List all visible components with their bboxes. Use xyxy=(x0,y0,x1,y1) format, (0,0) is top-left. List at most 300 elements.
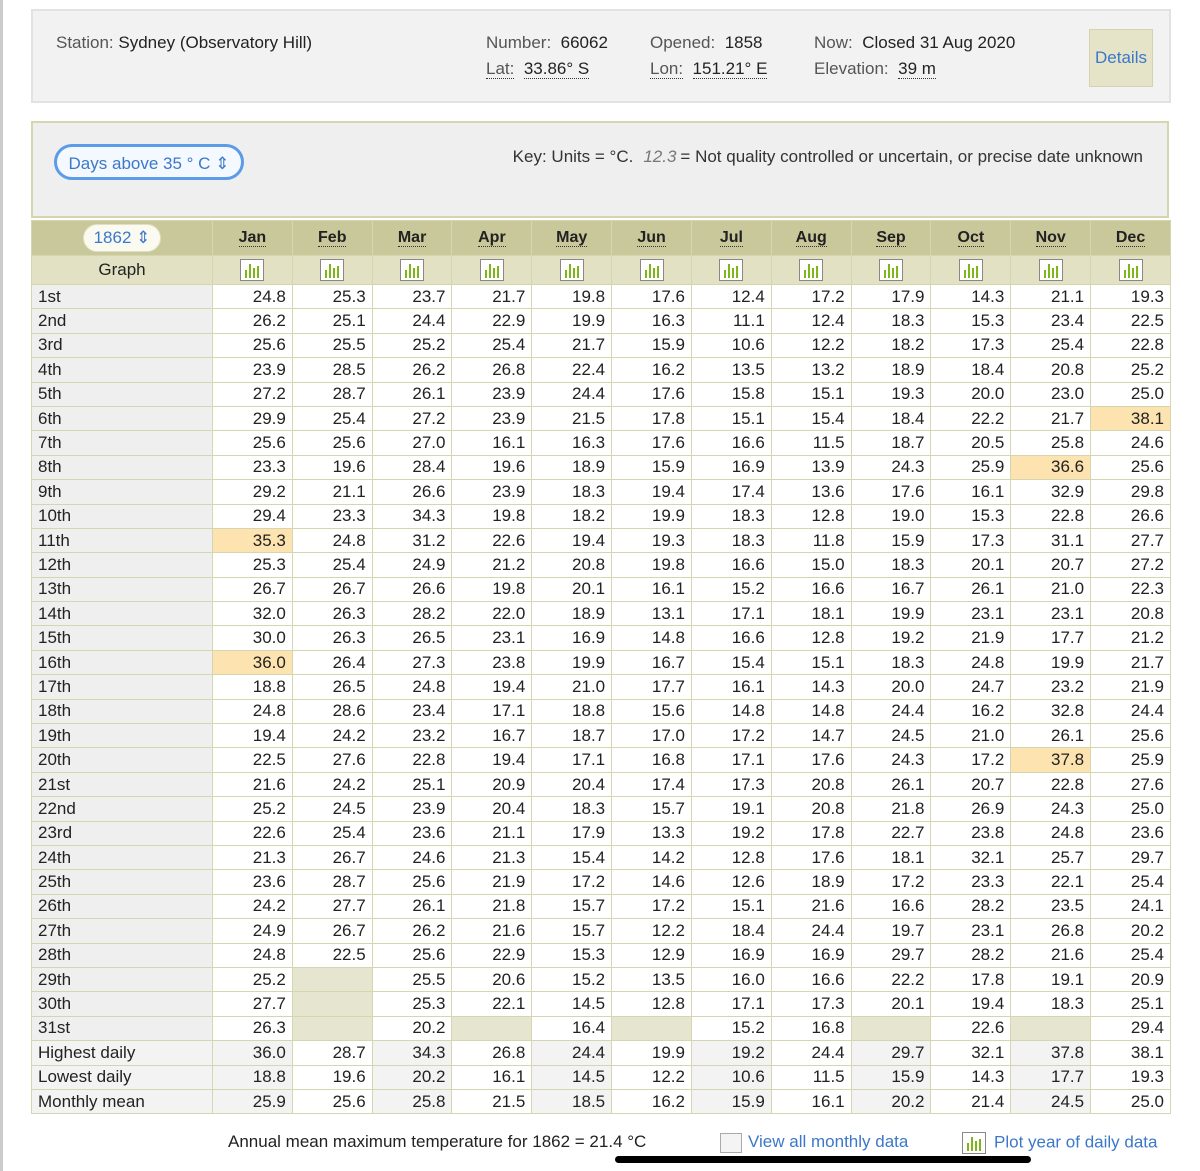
temp-cell: 17.8 xyxy=(612,406,692,430)
temp-cell: 22.5 xyxy=(292,943,372,967)
temp-cell: 15.8 xyxy=(691,382,771,406)
temp-cell: 19.6 xyxy=(292,455,372,479)
summary-cell: 25.6 xyxy=(292,1089,372,1113)
temp-cell: 28.4 xyxy=(372,455,452,479)
temp-cell: 23.1 xyxy=(452,626,532,650)
temp-cell: 19.8 xyxy=(612,553,692,577)
temp-cell: 24.2 xyxy=(292,772,372,796)
temp-cell: 21.2 xyxy=(1091,626,1171,650)
temp-cell: 16.9 xyxy=(532,626,612,650)
temp-cell: 26.5 xyxy=(292,675,372,699)
temp-cell: 23.9 xyxy=(452,406,532,430)
temp-cell: 27.7 xyxy=(292,894,372,918)
temp-cell: 20.8 xyxy=(771,797,851,821)
graph-button-oct[interactable] xyxy=(931,256,1011,285)
month-header[interactable]: May xyxy=(532,221,612,256)
temp-cell: 13.9 xyxy=(771,455,851,479)
day-label: 13th xyxy=(32,577,213,601)
bar-chart-icon xyxy=(480,259,504,281)
day-label: 30th xyxy=(32,992,213,1016)
temp-cell: 20.0 xyxy=(931,382,1011,406)
temp-cell: 23.9 xyxy=(452,480,532,504)
temp-cell: 20.0 xyxy=(851,675,931,699)
table-row xyxy=(32,406,1171,430)
month-header[interactable]: Apr xyxy=(452,221,532,256)
temp-cell: 18.3 xyxy=(532,797,612,821)
temp-cell: 19.1 xyxy=(1011,967,1091,991)
day-label: 17th xyxy=(32,675,213,699)
graph-button-feb[interactable] xyxy=(292,256,372,285)
temp-cell: 27.7 xyxy=(213,992,293,1016)
summary-cell: 21.4 xyxy=(931,1089,1011,1113)
temp-cell: 23.9 xyxy=(372,797,452,821)
table-row xyxy=(32,772,1171,796)
day-label: 12th xyxy=(32,553,213,577)
temp-cell: 17.6 xyxy=(612,285,692,309)
temp-cell: 28.7 xyxy=(292,870,372,894)
temp-cell: 26.1 xyxy=(372,382,452,406)
temp-cell: 20.8 xyxy=(532,553,612,577)
summary-cell: 10.6 xyxy=(691,1065,771,1089)
temp-cell: 21.6 xyxy=(213,772,293,796)
temp-cell: 26.2 xyxy=(372,358,452,382)
temp-cell: 25.6 xyxy=(372,870,452,894)
temp-cell: 19.1 xyxy=(691,797,771,821)
temp-cell: 16.1 xyxy=(691,675,771,699)
temp-cell: 17.1 xyxy=(691,602,771,626)
plot-daily-link[interactable]: Plot year of daily data xyxy=(962,1132,1157,1154)
temp-cell: 17.7 xyxy=(612,675,692,699)
temp-cell: 24.8 xyxy=(372,675,452,699)
temp-cell: 11.1 xyxy=(691,309,771,333)
temp-cell: 12.8 xyxy=(612,992,692,1016)
temp-cell: 25.8 xyxy=(1011,431,1091,455)
temp-cell: 25.5 xyxy=(292,333,372,357)
graph-button-sep[interactable] xyxy=(851,256,931,285)
temp-cell: 15.4 xyxy=(691,650,771,674)
table-row xyxy=(32,992,1171,1016)
day-label: 16th xyxy=(32,650,213,674)
day-label: 8th xyxy=(32,455,213,479)
chevron-updown-icon: ⇕ xyxy=(136,228,151,247)
bar-chart-icon xyxy=(1039,259,1063,281)
graph-button-jan[interactable] xyxy=(213,256,293,285)
graph-button-aug[interactable] xyxy=(771,256,851,285)
summary-cell: 32.1 xyxy=(931,1041,1011,1065)
temp-cell: 20.4 xyxy=(452,797,532,821)
temp-cell: 12.6 xyxy=(691,870,771,894)
temp-cell: 16.8 xyxy=(771,1016,851,1040)
temp-cell: 26.4 xyxy=(292,650,372,674)
table-row xyxy=(32,333,1171,357)
graph-button-apr[interactable] xyxy=(452,256,532,285)
day-label: 19th xyxy=(32,724,213,748)
temp-cell: 22.6 xyxy=(213,821,293,845)
temp-cell: 25.4 xyxy=(292,553,372,577)
temp-cell: 24.8 xyxy=(1011,821,1091,845)
month-header[interactable]: Oct xyxy=(931,221,1011,256)
summary-cell: 18.5 xyxy=(532,1089,612,1113)
day-label: 24th xyxy=(32,845,213,869)
temp-cell: 22.1 xyxy=(452,992,532,1016)
year-cell xyxy=(32,221,213,256)
temp-cell: 15.9 xyxy=(851,528,931,552)
day-label: 7th xyxy=(32,431,213,455)
temp-cell xyxy=(612,1016,692,1040)
temp-cell: 23.1 xyxy=(931,919,1011,943)
temp-cell: 21.6 xyxy=(1011,943,1091,967)
temp-cell: 36.0 xyxy=(213,650,293,674)
temp-cell: 26.1 xyxy=(1011,724,1091,748)
day-label: 14th xyxy=(32,602,213,626)
day-label: 28th xyxy=(32,943,213,967)
day-label: 26th xyxy=(32,894,213,918)
temp-cell: 29.4 xyxy=(213,504,293,528)
temp-cell: 16.1 xyxy=(931,480,1011,504)
temp-cell: 19.4 xyxy=(612,480,692,504)
temp-cell xyxy=(1011,1016,1091,1040)
temp-cell: 20.5 xyxy=(931,431,1011,455)
temp-cell: 24.3 xyxy=(851,748,931,772)
temp-cell: 24.4 xyxy=(1091,699,1171,723)
temp-cell: 16.3 xyxy=(612,309,692,333)
day-label: 10th xyxy=(32,504,213,528)
temp-cell: 22.8 xyxy=(1011,772,1091,796)
day-label: 9th xyxy=(32,480,213,504)
summary-cell: 24.4 xyxy=(771,1041,851,1065)
temp-cell: 26.7 xyxy=(292,577,372,601)
temp-cell: 22.3 xyxy=(1091,577,1171,601)
temp-cell: 18.8 xyxy=(213,675,293,699)
temp-cell: 28.5 xyxy=(292,358,372,382)
table-row xyxy=(32,797,1171,821)
temp-cell: 17.8 xyxy=(771,821,851,845)
temp-cell: 20.2 xyxy=(1091,919,1171,943)
temp-cell: 28.2 xyxy=(372,602,452,626)
temp-cell: 22.6 xyxy=(931,1016,1011,1040)
day-label: 11th xyxy=(32,528,213,552)
temp-cell: 13.5 xyxy=(691,358,771,382)
temp-cell: 19.4 xyxy=(931,992,1011,1016)
temp-cell: 13.1 xyxy=(612,602,692,626)
day-label: 29th xyxy=(32,967,213,991)
temp-cell: 15.2 xyxy=(691,1016,771,1040)
temp-cell: 16.7 xyxy=(452,724,532,748)
temp-cell: 15.7 xyxy=(532,894,612,918)
temp-cell: 24.9 xyxy=(372,553,452,577)
temp-cell: 24.1 xyxy=(1091,894,1171,918)
temp-cell: 21.9 xyxy=(1091,675,1171,699)
day-label: 5th xyxy=(32,382,213,406)
temp-cell: 18.7 xyxy=(851,431,931,455)
temp-cell: 23.6 xyxy=(1091,821,1171,845)
temp-cell: 26.1 xyxy=(372,894,452,918)
temp-cell: 20.6 xyxy=(452,967,532,991)
temp-cell: 25.1 xyxy=(292,309,372,333)
temp-cell: 24.2 xyxy=(292,724,372,748)
year-select[interactable]: 1862 ⇕ xyxy=(83,224,162,252)
temp-cell: 19.8 xyxy=(532,285,612,309)
temp-cell: 22.1 xyxy=(1011,870,1091,894)
temp-cell: 18.9 xyxy=(771,870,851,894)
temp-cell: 17.6 xyxy=(771,748,851,772)
table-row xyxy=(32,528,1171,552)
temp-cell: 15.3 xyxy=(931,504,1011,528)
temp-cell: 17.3 xyxy=(931,528,1011,552)
temp-cell: 23.5 xyxy=(1011,894,1091,918)
graph-button-nov[interactable] xyxy=(1011,256,1091,285)
temp-cell: 15.1 xyxy=(691,406,771,430)
temp-cell: 18.9 xyxy=(851,358,931,382)
month-header[interactable]: Jul xyxy=(691,221,771,256)
table-row xyxy=(32,919,1171,943)
graph-button-dec[interactable] xyxy=(1091,256,1171,285)
summary-cell: 14.3 xyxy=(931,1065,1011,1089)
temp-cell: 25.6 xyxy=(1091,455,1171,479)
temp-cell: 18.2 xyxy=(532,504,612,528)
bar-chart-icon xyxy=(640,259,664,281)
temp-cell: 24.5 xyxy=(851,724,931,748)
table-row xyxy=(32,382,1171,406)
summary-cell: 16.1 xyxy=(452,1065,532,1089)
temp-cell xyxy=(292,992,372,1016)
temp-cell: 18.3 xyxy=(532,480,612,504)
temp-cell: 17.1 xyxy=(691,992,771,1016)
temp-cell: 14.3 xyxy=(931,285,1011,309)
temp-cell: 15.1 xyxy=(691,894,771,918)
temp-cell: 25.4 xyxy=(452,333,532,357)
temp-cell: 32.9 xyxy=(1011,480,1091,504)
temp-cell: 29.7 xyxy=(1091,845,1171,869)
temp-cell: 34.3 xyxy=(372,504,452,528)
temp-cell: 24.4 xyxy=(851,699,931,723)
table-row xyxy=(32,650,1171,674)
temp-cell: 23.1 xyxy=(1011,602,1091,626)
view-monthly-link[interactable]: View all monthly data xyxy=(720,1132,908,1153)
temp-cell: 26.2 xyxy=(213,309,293,333)
day-label: 15th xyxy=(32,626,213,650)
temp-cell: 22.5 xyxy=(213,748,293,772)
table-row xyxy=(32,967,1171,991)
day-label: 31st xyxy=(32,1016,213,1040)
bar-chart-icon xyxy=(962,1132,986,1154)
temp-cell: 23.6 xyxy=(213,870,293,894)
temp-cell: 37.8 xyxy=(1011,748,1091,772)
summary-cell: 25.8 xyxy=(372,1089,452,1113)
temp-cell: 22.5 xyxy=(1091,309,1171,333)
temp-cell: 25.6 xyxy=(213,431,293,455)
temp-cell: 19.7 xyxy=(851,919,931,943)
graph-button-jun[interactable] xyxy=(612,256,692,285)
annual-mean: Annual mean maximum temperature for 1862 = 21.4 °C xyxy=(228,1132,647,1151)
temp-cell: 23.3 xyxy=(292,504,372,528)
temp-cell: 18.3 xyxy=(851,309,931,333)
footer xyxy=(228,1132,1178,1152)
temp-cell: 38.1 xyxy=(1091,406,1171,430)
temp-cell: 26.6 xyxy=(372,480,452,504)
temp-cell: 21.7 xyxy=(1011,406,1091,430)
month-header[interactable]: Sep xyxy=(851,221,931,256)
temp-cell: 22.7 xyxy=(851,821,931,845)
temp-cell: 21.0 xyxy=(532,675,612,699)
temp-cell: 16.2 xyxy=(612,358,692,382)
temp-cell: 20.8 xyxy=(771,772,851,796)
temp-cell: 17.6 xyxy=(612,431,692,455)
home-indicator xyxy=(615,1156,1031,1163)
station-number: Number: 66062 xyxy=(486,33,608,52)
temp-cell: 18.8 xyxy=(532,699,612,723)
temp-cell: 24.6 xyxy=(372,845,452,869)
day-label: 20th xyxy=(32,748,213,772)
temp-cell: 24.8 xyxy=(213,943,293,967)
temp-cell: 26.3 xyxy=(292,602,372,626)
temp-cell: 21.7 xyxy=(532,333,612,357)
day-label: 18th xyxy=(32,699,213,723)
temp-cell: 21.1 xyxy=(452,821,532,845)
temp-cell: 23.3 xyxy=(931,870,1011,894)
table-row xyxy=(32,943,1171,967)
temp-cell: 16.6 xyxy=(851,894,931,918)
temp-cell xyxy=(851,1016,931,1040)
temp-cell: 19.4 xyxy=(532,528,612,552)
temp-cell: 19.9 xyxy=(532,650,612,674)
temp-cell: 15.9 xyxy=(612,455,692,479)
temp-cell: 25.1 xyxy=(1091,992,1171,1016)
graph-row-label: Graph xyxy=(32,256,213,285)
summary-cell: 11.5 xyxy=(771,1065,851,1089)
month-header[interactable]: Aug xyxy=(771,221,851,256)
summary-cell: 12.2 xyxy=(612,1065,692,1089)
month-header[interactable]: Mar xyxy=(372,221,452,256)
summary-cell: 18.8 xyxy=(213,1065,293,1089)
temp-cell: 24.3 xyxy=(851,455,931,479)
summary-cell: 36.0 xyxy=(213,1041,293,1065)
month-header[interactable]: Jun xyxy=(612,221,692,256)
temp-cell: 19.9 xyxy=(532,309,612,333)
temp-cell: 24.3 xyxy=(1011,797,1091,821)
temp-cell: 25.9 xyxy=(931,455,1011,479)
temp-cell: 16.1 xyxy=(612,577,692,601)
table-row xyxy=(32,821,1171,845)
temp-cell: 18.4 xyxy=(931,358,1011,382)
temp-cell: 16.6 xyxy=(691,553,771,577)
temp-cell: 22.4 xyxy=(532,358,612,382)
bar-chart-icon xyxy=(240,259,264,281)
summary-cell: 24.5 xyxy=(1011,1089,1091,1113)
temp-cell: 13.5 xyxy=(612,967,692,991)
temp-cell: 17.3 xyxy=(691,772,771,796)
graph-button-mar[interactable] xyxy=(372,256,452,285)
temp-cell: 18.1 xyxy=(771,602,851,626)
temp-cell: 22.0 xyxy=(452,602,532,626)
month-header[interactable]: Jan xyxy=(213,221,293,256)
temp-cell: 21.7 xyxy=(1091,650,1171,674)
month-header[interactable]: Nov xyxy=(1011,221,1091,256)
month-header[interactable]: Feb xyxy=(292,221,372,256)
details-button[interactable]: Details xyxy=(1089,29,1153,87)
temp-cell: 16.1 xyxy=(452,431,532,455)
temp-cell: 19.4 xyxy=(213,724,293,748)
temp-cell: 17.2 xyxy=(691,724,771,748)
temp-cell: 24.8 xyxy=(292,528,372,552)
temp-cell: 23.2 xyxy=(372,724,452,748)
temp-cell: 18.3 xyxy=(851,650,931,674)
summary-row xyxy=(32,1041,1171,1065)
graph-button-may[interactable] xyxy=(532,256,612,285)
temp-cell: 15.2 xyxy=(532,967,612,991)
temp-cell: 26.9 xyxy=(931,797,1011,821)
temp-cell: 26.7 xyxy=(292,845,372,869)
temp-cell: 12.2 xyxy=(612,919,692,943)
statistic-select[interactable]: Days above 35 ° C ⇕ xyxy=(54,144,244,180)
table-row xyxy=(32,699,1171,723)
temp-cell: 19.9 xyxy=(612,504,692,528)
temp-cell: 24.4 xyxy=(532,382,612,406)
temp-cell: 17.2 xyxy=(851,870,931,894)
temp-cell: 22.8 xyxy=(372,748,452,772)
temp-cell: 24.4 xyxy=(372,309,452,333)
temp-cell: 23.9 xyxy=(213,358,293,382)
temp-cell: 26.8 xyxy=(1011,919,1091,943)
temp-cell: 20.4 xyxy=(532,772,612,796)
day-label: 23rd xyxy=(32,821,213,845)
summary-label: Monthly mean xyxy=(32,1089,213,1113)
temp-cell: 15.7 xyxy=(532,919,612,943)
temp-cell: 26.5 xyxy=(372,626,452,650)
month-header[interactable]: Dec xyxy=(1091,221,1171,256)
temp-cell: 25.4 xyxy=(292,406,372,430)
table-row xyxy=(32,480,1171,504)
temp-cell: 21.8 xyxy=(851,797,931,821)
graph-button-jul[interactable] xyxy=(691,256,771,285)
temp-cell: 21.9 xyxy=(931,626,1011,650)
temp-cell: 22.2 xyxy=(851,967,931,991)
station-elevation: Elevation: 39 m xyxy=(814,59,936,78)
summary-cell: 21.5 xyxy=(452,1089,532,1113)
temp-cell: 25.4 xyxy=(1091,870,1171,894)
temp-cell: 25.2 xyxy=(213,797,293,821)
summary-cell: 19.6 xyxy=(292,1065,372,1089)
temp-cell: 32.1 xyxy=(931,845,1011,869)
temp-cell: 13.2 xyxy=(771,358,851,382)
temp-cell: 19.2 xyxy=(851,626,931,650)
temp-cell: 25.6 xyxy=(292,431,372,455)
temp-cell: 17.9 xyxy=(532,821,612,845)
temp-cell: 19.4 xyxy=(452,675,532,699)
temp-cell: 15.1 xyxy=(771,650,851,674)
summary-cell: 16.2 xyxy=(612,1089,692,1113)
temp-cell: 19.2 xyxy=(691,821,771,845)
day-label: 6th xyxy=(32,406,213,430)
units-key: Key: Units = °C. 12.3 = Not quality controlled or uncertain, or precise date unknown xyxy=(512,147,1143,166)
temp-cell: 14.8 xyxy=(691,699,771,723)
day-label: 1st xyxy=(32,285,213,309)
temp-cell: 23.7 xyxy=(372,285,452,309)
temp-cell: 23.0 xyxy=(1011,382,1091,406)
temp-cell: 14.3 xyxy=(771,675,851,699)
temp-cell: 12.2 xyxy=(771,333,851,357)
temp-cell: 16.6 xyxy=(691,626,771,650)
temp-cell: 26.1 xyxy=(931,577,1011,601)
key-panel xyxy=(31,121,1169,218)
temp-cell: 35.3 xyxy=(213,528,293,552)
temp-cell: 16.3 xyxy=(532,431,612,455)
temp-cell: 21.6 xyxy=(771,894,851,918)
summary-cell: 29.7 xyxy=(851,1041,931,1065)
temp-cell: 15.3 xyxy=(532,943,612,967)
temp-cell: 14.2 xyxy=(612,845,692,869)
summary-cell: 19.3 xyxy=(1091,1065,1171,1089)
